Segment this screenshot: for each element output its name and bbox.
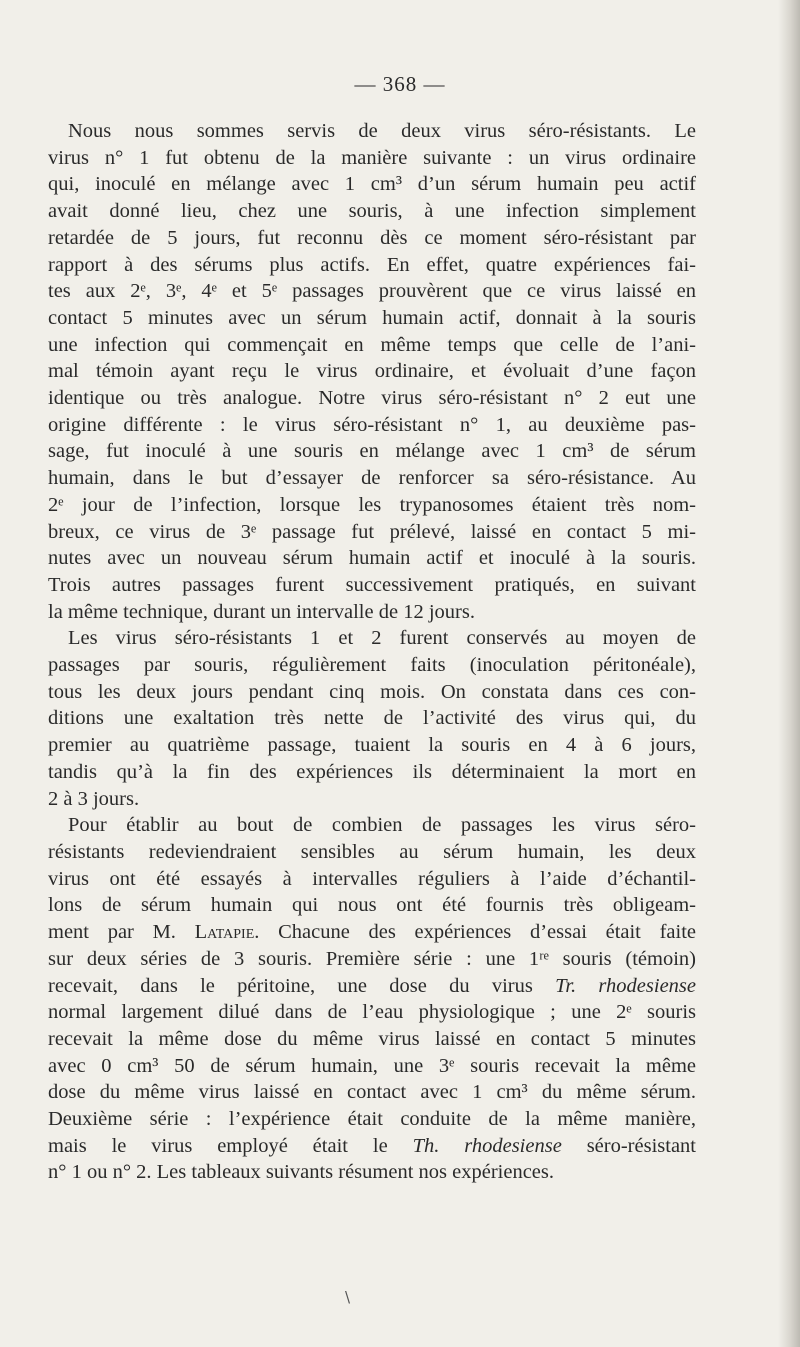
text-line: breux, ce virus de 3ᵉ passage fut prélevé, laissé en contact 5 mi- [48, 520, 696, 543]
text-line: Nous nous sommes servis de deux virus séro-résistants. Le [68, 120, 696, 142]
text-line [48, 973, 696, 1000]
text-line: mal témoin ayant reçu le virus ordinaire, et évoluait d’une façon [48, 360, 696, 383]
text-line: la même technique, durant un intervalle de 12 jours. [48, 600, 475, 623]
page-edge-shadow [778, 0, 800, 1347]
text-line: origine différente : le virus séro-résistant n° 1, au deuxième pas- [48, 413, 696, 436]
text-line: virus n° 1 fut obtenu de la manière suivante : un virus ordinaire [48, 146, 696, 169]
page-number: — 368 — [354, 72, 446, 96]
text-line: une infection qui commençait en même temps que celle de l’ani- [48, 333, 696, 356]
text-line: nutes avec un nouveau sérum humain actif et inoculé à la souris. [48, 547, 696, 570]
text-line: virus ont été essayés à intervalles réguliers à l’aide d’échantil- [48, 867, 696, 890]
text-line: Pour établir au bout de combien de passages les virus séro- [68, 814, 696, 837]
body-text [48, 118, 696, 1186]
text-line: avait donné lieu, chez une souris, à une infection simplement [48, 200, 696, 223]
text-line: Deuxième série : l’expérience était conduite de la même manière, [48, 1108, 696, 1131]
text-line: contact 5 minutes avec un sérum humain actif, donnait à la souris [48, 306, 696, 329]
text-line: n° 1 ou n° 2. Les tableaux suivants résument nos expériences. [48, 1161, 554, 1184]
text-line: rapport à des sérums plus actifs. En effet, quatre expériences fai- [48, 253, 696, 276]
text-fragment: ment par M. [48, 921, 195, 944]
text-line: lons de sérum humain qui nous ont été fournis très obligeam- [48, 894, 696, 917]
author-name: Latapie [194, 921, 255, 944]
text-line: qui, inoculé en mélange avec 1 cm³ d’un sérum humain peu actif [48, 173, 696, 196]
species-name: Tr. rhodesiense [555, 974, 696, 997]
stray-mark: \ [345, 1288, 351, 1306]
paragraph-2 [48, 625, 696, 812]
text-line: 2 à 3 jours. [48, 787, 140, 810]
text-line: sur deux séries de 3 souris. Première série : une 1ʳᵉ souris (témoin) [48, 947, 696, 970]
text-line: Trois autres passages furent successivement pratiqués, en suivant [48, 573, 696, 596]
text-line [48, 1133, 696, 1160]
text-line: ditions une exaltation très nette de l’activité des virus qui, du [48, 707, 696, 730]
text-line: tous les deux jours pendant cinq mois. On constata dans ces con- [48, 680, 696, 703]
species-name: Th. rhodesiense [412, 1134, 562, 1157]
paragraph-3 [48, 812, 696, 1186]
text-line: résistants redeviendraient sensibles au sérum humain, les deux [48, 840, 696, 863]
text-line [48, 919, 696, 946]
text-line: passages par souris, régulièrement faits (inoculation péritonéale), [48, 654, 696, 677]
paragraph-1 [48, 118, 696, 625]
text-line: retardée de 5 jours, fut reconnu dès ce moment séro-résistant par [48, 226, 696, 249]
text-line: avec 0 cm³ 50 de sérum humain, une 3ᵉ souris recevait la même [48, 1054, 696, 1077]
text-line: normal largement dilué dans de l’eau physiologique ; une 2ᵉ souris [48, 1001, 696, 1024]
text-line: Les virus séro-résistants 1 et 2 furent conservés au moyen de [68, 627, 696, 650]
text-line: tandis qu’à la fin des expériences ils déterminaient la mort en [48, 760, 696, 783]
text-fragment: séro-résistant [561, 1134, 696, 1157]
text-line: sage, fut inoculé à une souris en mélange avec 1 cm³ de sérum [48, 440, 696, 463]
text-line: tes aux 2ᵉ, 3ᵉ, 4ᵉ et 5ᵉ passages prouvèrent que ce virus laissé en [48, 280, 696, 303]
text-line: identique ou très analogue. Notre virus séro-résistant n° 2 eut une [48, 387, 696, 410]
text-fragment: recevait, dans le péritoine, une dose du virus [48, 974, 556, 997]
text-line: 2ᵉ jour de l’infection, lorsque les trypanosomes étaient très nom- [48, 493, 696, 516]
text-line: dose du même virus laissé en contact avec 1 cm³ du même sérum. [48, 1081, 696, 1104]
text-fragment: . Chacune des expériences d’essai était faite [254, 921, 696, 944]
text-fragment: mais le virus employé était le [48, 1134, 413, 1157]
text-line: premier au quatrième passage, tuaient la souris en 4 à 6 jours, [48, 734, 696, 757]
text-line: recevait la même dose du même virus laissé en contact 5 minutes [48, 1027, 696, 1050]
text-line: humain, dans le but d’essayer de renforcer sa séro-résistance. Au [48, 467, 696, 490]
